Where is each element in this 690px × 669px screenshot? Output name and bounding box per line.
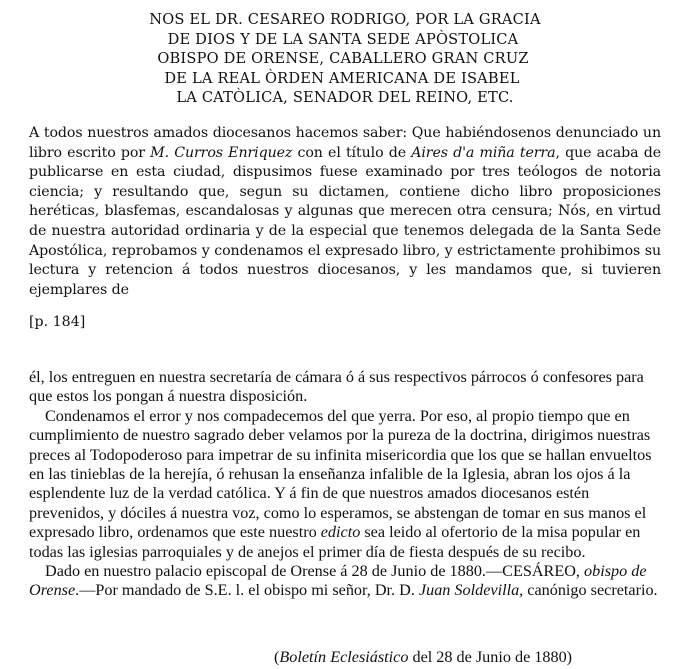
text-run: Dado en nuestro palacio episcopal de Orense á 28 de Junio de 1880.—CESÁREO, [45, 562, 585, 581]
canon-name: Juan Soldevilla [418, 581, 520, 600]
decree-continuation [29, 368, 667, 601]
citation-open: ( [274, 648, 280, 666]
text-run: , que acaba de publicarse en esta ciudad, dispusimos fuese examinado por tres teólogos de notoria ciencia; y resultando que, segun su dictamen, contiene dicho libro proposiciones heréticas, blasfemas, escandalosas y algunas que merecen otra censura; Nós, en virtud de nuestra autoridad ordinaria y de la especial que tenemos delegada de la Santa Sede Apostólica, reprobamos y condenamos el expresado libro, y estrictamente prohibimos su lectura y retencion á todos nuestros diocesanos, y les mandamos que, si tuvieren ejemplares de [29, 144, 661, 298]
author-name: M. Curros Enriquez [150, 144, 293, 161]
citation-date: del 28 de Junio de 1880) [408, 648, 573, 666]
text-run: sea leido al ofertorio de la misa popular en todas las iglesias parroquiales y de anejos el primer día de fiesta después de su recibo. [29, 523, 641, 561]
signature-paragraph [29, 562, 667, 601]
heading-line: DE LA REAL ÒRDEN AMERICANA DE ISABEL [164, 69, 520, 87]
book-title: Aires d'a miña terra [411, 144, 556, 161]
citation-source: Boletín Eclesiástico [279, 648, 409, 666]
page-reference: [p. 184] [29, 314, 86, 330]
bishop-title: obispo de Orense [29, 562, 647, 600]
text-run: A todos nuestros amados diocesanos hacemos saber: Que habiéndosenos denunciado un libro escrito por [29, 125, 661, 161]
edicto-term: edicto [320, 523, 361, 542]
decree-paragraph [29, 124, 661, 300]
source-citation [274, 648, 572, 667]
text-run: , canónigo secretario. [519, 581, 658, 600]
text-run: .—Por mandado de S.E. l. el obispo mi señor, Dr. D. [75, 581, 419, 600]
continuation-paragraph: él, los entreguen en nuestra secretaría de cámara ó á sus respectivos párrocos ó confesores para que estos los pongan á nuestra disposición. [29, 368, 644, 406]
heading-line: NOS EL DR. CESAREO RODRIGO, POR LA GRACIA [149, 11, 541, 28]
text-run: Condenamos el error y nos compadecemos del que yerra. Por eso, al propio tiempo que en cumplimiento de nuestro sagrado deber velamos por la pureza de la doctrina, dirigimos nuestras preces al Todopoderoso para impetrar de su infinita misericordia que los que se hallan envueltos en las tinieblas de la herejía, ó rehusan la enseñanza infalible de la Iglesia, abran los ojos á la esplendente luz de la verdad católica. Y á fin de que nuestros amados diocesanos estén prevenidos, y dóciles á nuestra voz, como lo esperamos, se abstengan de tomar en sus manos el expresado libro, ordenamos que este nuestro [29, 406, 652, 542]
condemnation-paragraph [29, 407, 667, 562]
heading-line: OBISPO DE ORENSE, CABALLERO GRAN CRUZ [157, 50, 529, 67]
heading-line: LA CATÒLICA, SENADOR DEL REINO, ETC. [176, 89, 514, 106]
heading-line: DE DIOS Y DE LA SANTA SEDE APÒSTOLICA [167, 30, 519, 48]
document-heading [0, 10, 690, 108]
text-run: con el título de [292, 144, 412, 161]
